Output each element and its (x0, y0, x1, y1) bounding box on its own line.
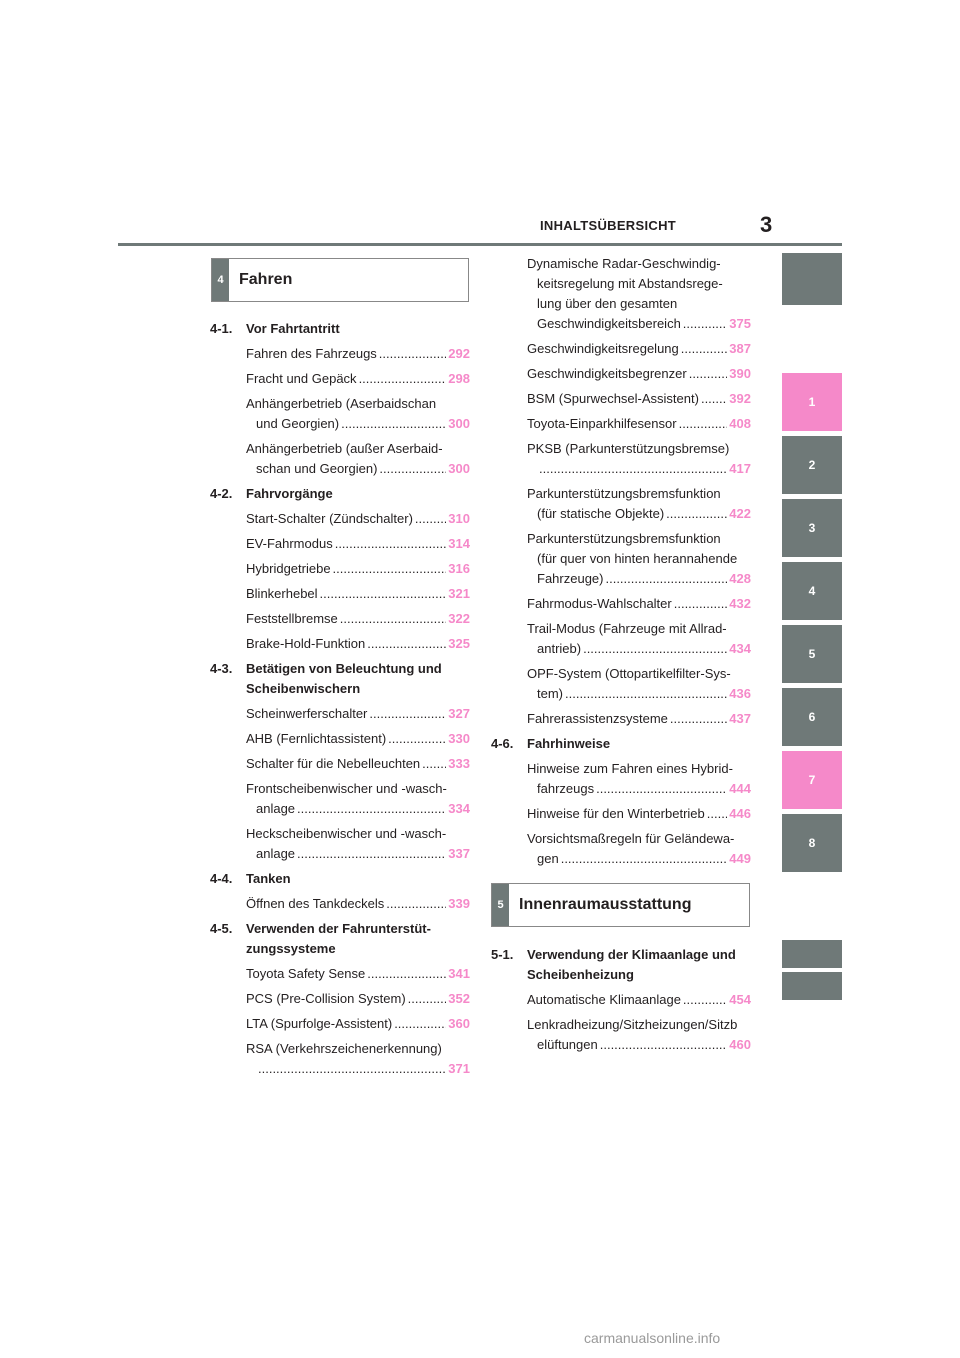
toc-entry[interactable]: Fahrerassistenzsysteme ..... 437 (491, 709, 751, 729)
page-number: 3 (760, 212, 773, 237)
section-heading[interactable]: 4-2. Fahrvorgänge (210, 486, 333, 501)
section-heading[interactable]: 4-5. Verwenden der Fahrunterstüt- zungssysteme (210, 921, 431, 956)
section-heading[interactable]: 5-1. Verwendung der Klimaanlage und Scheibenheizung (491, 947, 736, 982)
toc-entry[interactable]: Parkunterstützungsbremsfunktion (für statische Objekte) ..... 422 (491, 484, 751, 524)
tab-chapter-4[interactable]: 4 (782, 562, 842, 620)
toc-entry[interactable]: Lenkradheizung/Sitzheizungen/Sitzb elüftungen ..... 460 (491, 1015, 751, 1055)
toc-entry[interactable]: Geschwindigkeitsregelung ..... 387 (491, 339, 751, 359)
chapter-title: Fahren (239, 271, 293, 288)
tab-chapter-2[interactable]: 2 (782, 436, 842, 494)
toc-entry[interactable]: Schalter für die Nebelleuchten ..... 333 (210, 754, 470, 774)
toc-entry[interactable]: Fahrmodus-Wahlschalter ..... 432 (491, 594, 751, 614)
tab-index-top[interactable] (782, 253, 842, 305)
section-heading[interactable]: 4-3. Betätigen von Beleuchtung und Scheibenwischern (210, 661, 442, 696)
section-heading[interactable]: 4-4. Tanken (210, 871, 291, 886)
toc-entry[interactable]: Öffnen des Tankdeckels ..... 339 (210, 894, 470, 914)
toc-entry[interactable]: BSM (Spurwechsel-Assistent) ..... 392 (491, 389, 751, 409)
toc-entry[interactable]: LTA (Spurfolge-Assistent) ..... 360 (210, 1014, 470, 1034)
tab-chapter-8[interactable]: 8 (782, 814, 842, 872)
toc-entry[interactable]: Hinweise für den Winterbetrieb ..... 446 (491, 804, 751, 824)
chapter-number: 4 (212, 259, 229, 301)
tab-chapter-1[interactable]: 1 (782, 373, 842, 431)
chapter-header-innenraumausstattung (491, 883, 750, 927)
toc-entry[interactable]: Fahren des Fahrzeugs ..... 292 (210, 344, 470, 364)
toc-column-right-lower (491, 945, 751, 1060)
toc-entry[interactable]: Geschwindigkeitsbegrenzer ..... 390 (491, 364, 751, 384)
toc-entry[interactable]: Hinweise zum Fahren eines Hybrid- fahrzeugs ..... 444 (491, 759, 751, 799)
toc-entry[interactable]: EV-Fahrmodus ..... 314 (210, 534, 470, 554)
tab-chapter-3[interactable]: 3 (782, 499, 842, 557)
toc-entry[interactable]: Vorsichtsmaßregeln für Geländewa- gen ..... 449 (491, 829, 751, 869)
toc-entry[interactable]: Toyota-Einparkhilfesensor ..... 408 (491, 414, 751, 434)
toc-entry[interactable]: Automatische Klimaanlage ..... 454 (491, 990, 751, 1010)
toc-entry[interactable]: Toyota Safety Sense ..... 341 (210, 964, 470, 984)
toc-entry[interactable]: Blinkerhebel ..... 321 (210, 584, 470, 604)
tab-chapter-7[interactable]: 7 (782, 751, 842, 809)
toc-entry[interactable]: Dynamische Radar-Geschwindig- keitsregelung mit Abstandsrege- lung über den gesamten Geschwindigkeitsbereich ..... 375 (491, 254, 751, 334)
toc-entry[interactable]: Scheinwerferschalter ..... 327 (210, 704, 470, 724)
watermark: carmanualsonline.info (584, 1330, 721, 1346)
chapter-header-fahren (211, 258, 469, 302)
toc-column-right (491, 254, 751, 874)
toc-entry[interactable]: PCS (Pre-Collision System) ..... 352 (210, 989, 470, 1009)
toc-entry[interactable]: Hybridgetriebe ..... 316 (210, 559, 470, 579)
toc-entry[interactable]: Anhängerbetrieb (außer Aserbaid- schan und Georgien) ..... 300 (210, 439, 470, 479)
toc-entry[interactable]: Heckscheibenwischer und -wasch- anlage ..... 337 (210, 824, 470, 864)
chapter-number: 5 (492, 884, 509, 926)
section-heading[interactable]: 4-1. Vor Fahrtantritt (210, 321, 340, 336)
tab-chapter-6[interactable]: 6 (782, 688, 842, 746)
tab-index-b[interactable] (782, 972, 842, 1000)
toc-entry[interactable]: Start-Schalter (Zündschalter) ..... 310 (210, 509, 470, 529)
chapter-title: Innenraumausstattung (519, 896, 692, 913)
toc-entry[interactable]: OPF-System (Ottopartikelfilter-Sys- tem) ..... 436 (491, 664, 751, 704)
toc-entry[interactable]: Brake-Hold-Funktion ..... 325 (210, 634, 470, 654)
tab-chapter-5[interactable]: 5 (782, 625, 842, 683)
toc-entry[interactable]: Fracht und Gepäck ..... 298 (210, 369, 470, 389)
header-title: INHALTSÜBERSICHT (540, 218, 676, 233)
toc-entry[interactable]: RSA (Verkehrszeichenerkennung) ..... 371 (210, 1039, 470, 1079)
section-heading[interactable]: 4-6. Fahrhinweise (491, 736, 611, 751)
toc-entry[interactable]: PKSB (Parkunterstützungsbremse) ..... 417 (491, 439, 751, 479)
tab-index-a[interactable] (782, 940, 842, 968)
toc-entry[interactable]: Parkunterstützungsbremsfunktion (für quer von hinten herannahende Fahrzeuge) ..... 428 (491, 529, 751, 589)
toc-entry[interactable]: Anhängerbetrieb (Aserbaidschan und Georgien) ..... 300 (210, 394, 470, 434)
toc-entry[interactable]: AHB (Fernlichtassistent) ..... 330 (210, 729, 470, 749)
toc-entry[interactable]: Frontscheibenwischer und -wasch- anlage ..... 334 (210, 779, 470, 819)
toc-entry[interactable]: Feststellbremse ..... 322 (210, 609, 470, 629)
header-rule (118, 243, 842, 246)
toc-column-left (210, 319, 470, 1084)
toc-entry[interactable]: Trail-Modus (Fahrzeuge mit Allrad- antrieb) ..... 434 (491, 619, 751, 659)
